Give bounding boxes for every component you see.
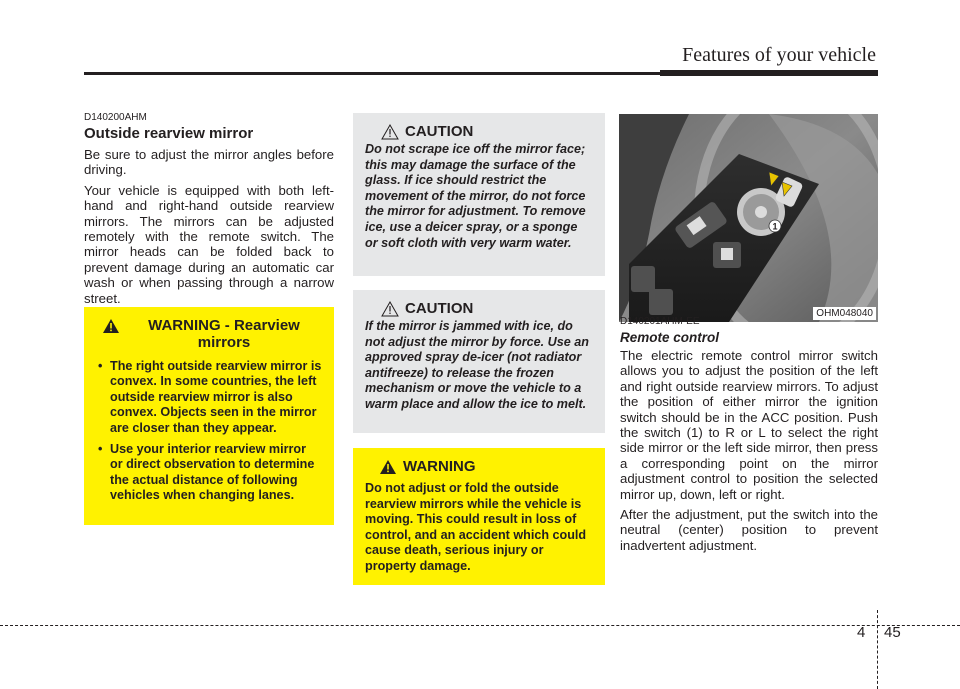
warning-title: WARNING [379,458,593,475]
warning-triangle-icon [102,318,120,334]
warning-list-item: • The right outside rearview mirror is convex. In some countries, the left outside rearview mirror is also convex. Objects seen in the mirror are closer than they appear. [96,359,322,436]
warning-triangle-icon [379,459,397,475]
warning-list-item: • Use your interior rearview mirror or direct observation to determine the actual distance of following vehicles when changing lanes. [96,442,322,504]
section-code: D140200AHM [84,112,147,123]
caution-text: Do not scrape ice off the mirror face; this may damage the surface of the glass. If ice should restrict the movement of the mirror, do not force the mirror for adjustment. To remove ice, use a deicer spray, or a sponge or soft cloth with very warm water. [365,142,586,250]
footer-divider [877,610,878,689]
subsection-code: D140201AHM-EE [620,316,700,327]
caution-text: If the mirror is jammed with ice, do not adjust the mirror by force. Use an approved spray de-icer (not radiator antifreeze) to release the frozen mechanism or move the vehicle to a warm place and allow the ice to melt. [365,319,589,411]
caution-box-jammed-ice [353,290,605,433]
body-paragraph: Be sure to adjust the mirror angles before driving. [84,147,334,178]
section-heading: Outside rearview mirror [84,125,254,142]
body-paragraph: The electric remote control mirror switch allows you to adjust the position of the left and right outside rearview mirrors. To adjust the position of either mirror the ignition switch should be in the ACC position. Push the switch (1) to R or L to select the right side mirror or the left side mirror, then press a corresponding point on the mirror adjustment control to position the selected mirror up, down, left or right. [620,348,878,502]
mirror-switch-photo [619,114,878,322]
body-paragraph: Your vehicle is equipped with both left-hand and right-hand outside rearview mirrors. The mirrors can be adjusted remotely with the remote switch. The mirror heads can be folded back to prevent damage during an automatic car wash or when passing through a narrow street. [84,182,334,306]
header-rule-accent [660,70,878,76]
caution-title: CAUTION [381,300,593,317]
door-panel-illustration [619,114,878,322]
warning-text: Do not adjust or fold the outside rearview mirrors while the vehicle is moving. This could result in loss of control, and an accident which could cause death, serious injury or property damage. [365,481,587,573]
warning-box-driving [353,448,605,585]
page-number: 45 [884,624,901,641]
warning-box-rearview [84,307,334,525]
subsection-body [620,348,878,558]
photo-caption: OHM048040 [813,307,876,320]
footer-rule [0,625,960,626]
warning-title [96,317,322,351]
caution-triangle-icon [381,124,399,140]
caution-title: CAUTION [381,123,593,140]
subsection-heading: Remote control [620,330,720,345]
callout-number: 1 [772,221,778,232]
chapter-number: 4 [857,624,866,641]
running-header: Features of your vehicle [682,44,876,66]
section-body [84,147,334,311]
body-paragraph: After the adjustment, put the switch into the neutral (center) position to prevent inadvertent adjustment. [620,507,878,553]
warning-title-main: WARNING - [148,317,234,334]
warning-title-sub: Rearview mirrors [197,317,300,351]
caution-box-ice-scrape [353,113,605,276]
caution-triangle-icon [381,301,399,317]
warning-list [96,359,322,504]
